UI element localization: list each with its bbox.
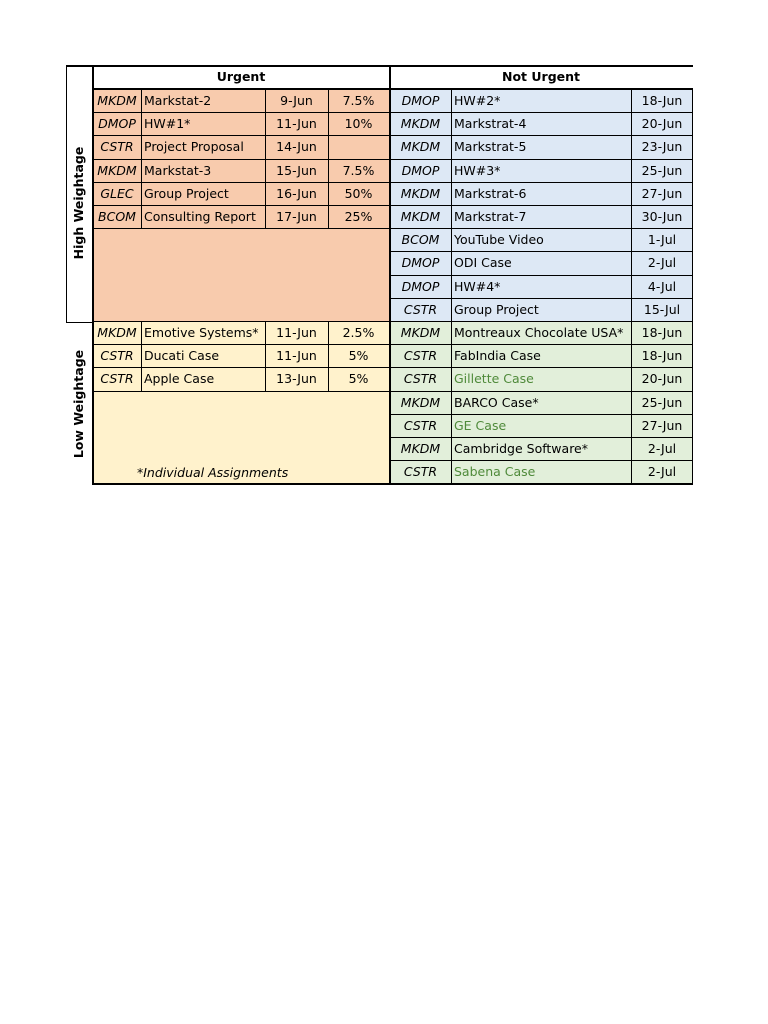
course-code: CSTR <box>403 302 438 317</box>
task-name: HW#2* <box>454 93 501 108</box>
grid-line <box>631 344 632 367</box>
task-name: Group Project <box>144 186 229 201</box>
task-name: HW#1* <box>144 116 191 131</box>
course-code: MKDM <box>400 209 441 224</box>
course-code: CSTR <box>403 371 438 386</box>
due-date: 16-Jun <box>276 186 317 201</box>
course-code: CSTR <box>100 371 134 386</box>
grid-line <box>328 159 329 182</box>
grid-line <box>631 112 632 135</box>
due-date: 20-Jun <box>641 371 683 386</box>
task-name: Markstrat-5 <box>454 139 527 154</box>
course-code: MKDM <box>97 163 137 178</box>
course-code: CSTR <box>403 348 438 363</box>
grid-line <box>66 65 693 67</box>
task-name: Emotive Systems* <box>144 325 259 340</box>
task-name: Gillette Case <box>454 371 534 386</box>
grid-line <box>93 391 389 392</box>
grid-line <box>692 88 693 484</box>
task-name: FabIndia Case <box>454 348 541 363</box>
grid-line <box>92 483 693 485</box>
grid-line <box>451 89 452 112</box>
grid-line <box>265 367 266 391</box>
grid-line <box>328 344 329 367</box>
grid-line <box>631 135 632 159</box>
grid-line <box>451 460 452 483</box>
grid-line <box>451 251 452 275</box>
grid-line <box>265 112 266 135</box>
due-date: 15-Jul <box>643 302 681 317</box>
grid-line <box>265 205 266 228</box>
task-name: BARCO Case* <box>454 395 539 410</box>
task-name: Project Proposal <box>144 139 244 154</box>
task-name: Montreaux Chocolate USA* <box>454 325 624 340</box>
task-name: Markstrat-6 <box>454 186 527 201</box>
course-code: GLEC <box>100 186 134 201</box>
grid-line <box>328 89 329 112</box>
grid-line <box>451 112 452 135</box>
weight-value: 7.5% <box>342 93 375 108</box>
grid-line <box>631 414 632 437</box>
urgent-header: Urgent <box>216 69 266 84</box>
course-code: MKDM <box>400 139 441 154</box>
task-name: Markstat-3 <box>144 163 212 178</box>
task-name: Cambridge Software* <box>454 441 588 456</box>
weight-value: 2.5% <box>342 325 375 340</box>
grid-line <box>451 321 452 344</box>
due-date: 18-Jun <box>641 93 683 108</box>
grid-line <box>328 135 329 159</box>
course-code: MKDM <box>97 93 137 108</box>
grid-line <box>631 437 632 460</box>
high-weightage-label: High Weightage <box>71 146 86 260</box>
due-date: 18-Jun <box>641 325 683 340</box>
due-date: 23-Jun <box>641 139 683 154</box>
weight-value: 7.5% <box>342 163 375 178</box>
grid-line <box>265 135 266 159</box>
grid-line <box>631 205 632 228</box>
grid-line <box>265 159 266 182</box>
low-weightage-label: Low Weightage <box>71 349 86 459</box>
course-code: MKDM <box>400 395 441 410</box>
course-code: CSTR <box>100 139 134 154</box>
grid-line <box>265 89 266 112</box>
grid-line <box>328 182 329 205</box>
due-date: 9-Jun <box>280 93 313 108</box>
course-code: MKDM <box>400 325 441 340</box>
course-code: BCOM <box>401 232 440 247</box>
not-urgent-header: Not Urgent <box>502 69 580 84</box>
course-code: CSTR <box>403 464 438 479</box>
due-date: 11-Jun <box>276 325 317 340</box>
grid-line <box>328 321 329 344</box>
course-code: DMOP <box>401 255 440 270</box>
course-code: DMOP <box>401 279 440 294</box>
weight-value: 5% <box>348 371 369 386</box>
grid-line <box>451 228 452 251</box>
course-code: BCOM <box>98 209 136 224</box>
grid-line <box>451 437 452 460</box>
grid-line <box>451 414 452 437</box>
grid-line <box>328 205 329 228</box>
task-name: ODI Case <box>454 255 512 270</box>
grid-line <box>265 344 266 367</box>
grid-line <box>141 159 142 182</box>
grid-line <box>141 344 142 367</box>
due-date: 15-Jun <box>276 163 317 178</box>
due-date: 14-Jun <box>276 139 317 154</box>
grid-line <box>631 228 632 251</box>
grid-line <box>141 205 142 228</box>
task-name: HW#4* <box>454 279 501 294</box>
grid-line <box>631 460 632 483</box>
grid-line <box>328 112 329 135</box>
grid-line <box>92 88 693 90</box>
due-date: 13-Jun <box>276 371 317 386</box>
weight-value: 5% <box>348 348 369 363</box>
grid-line <box>265 321 266 344</box>
course-code: MKDM <box>97 325 137 340</box>
grid-line <box>451 367 452 391</box>
grid-line <box>451 344 452 367</box>
grid-line <box>451 205 452 228</box>
grid-line <box>451 275 452 298</box>
due-date: 11-Jun <box>276 348 317 363</box>
weight-value <box>328 135 389 158</box>
individual-assignments-note: *Individual Assignments <box>137 465 289 480</box>
course-code: DMOP <box>401 93 440 108</box>
grid-line <box>141 367 142 391</box>
due-date: 2-Jul <box>647 464 677 479</box>
task-name: YouTube Video <box>454 232 544 247</box>
course-code: MKDM <box>400 116 441 131</box>
due-date: 25-Jun <box>641 395 683 410</box>
due-date: 20-Jun <box>641 116 683 131</box>
grid-line <box>141 135 142 159</box>
grid-line <box>141 182 142 205</box>
grid-line <box>66 65 67 323</box>
grid-line <box>631 89 632 112</box>
grid-line <box>451 182 452 205</box>
grid-line <box>451 298 452 321</box>
grid-line <box>631 182 632 205</box>
due-date: 1-Jul <box>647 232 677 247</box>
grid-line <box>631 391 632 414</box>
course-code: MKDM <box>400 186 441 201</box>
priority-matrix <box>0 0 768 500</box>
grid-line <box>92 65 94 484</box>
task-name: GE Case <box>454 418 507 433</box>
task-name: Group Project <box>454 302 539 317</box>
grid-line <box>631 251 632 275</box>
task-name: Sabena Case <box>454 464 536 479</box>
grid-line <box>141 89 142 112</box>
due-date: 27-Jun <box>641 418 683 433</box>
grid-line <box>631 159 632 182</box>
weight-value: 10% <box>344 116 373 131</box>
grid-line <box>389 65 391 484</box>
grid-line <box>93 228 389 229</box>
course-code: DMOP <box>401 163 440 178</box>
task-name: Markstat-2 <box>144 93 212 108</box>
course-code: DMOP <box>98 116 136 131</box>
course-code: CSTR <box>100 348 134 363</box>
due-date: 30-Jun <box>641 209 683 224</box>
course-code: MKDM <box>400 441 441 456</box>
task-name: Ducati Case <box>144 348 220 363</box>
grid-line <box>265 182 266 205</box>
due-date: 27-Jun <box>641 186 683 201</box>
task-name: HW#3* <box>454 163 501 178</box>
task-name: Apple Case <box>144 371 215 386</box>
task-name: Markstrat-4 <box>454 116 527 131</box>
grid-line <box>328 367 329 391</box>
task-name: Markstrat-7 <box>454 209 527 224</box>
due-date: 25-Jun <box>641 163 683 178</box>
grid-line <box>631 367 632 391</box>
course-code: CSTR <box>403 418 438 433</box>
due-date: 11-Jun <box>276 116 317 131</box>
grid-line <box>92 321 693 322</box>
weight-value: 25% <box>344 209 373 224</box>
grid-line <box>141 321 142 344</box>
due-date: 17-Jun <box>276 209 317 224</box>
task-name: Consulting Report <box>144 209 256 224</box>
due-date: 2-Jul <box>647 255 677 270</box>
grid-line <box>631 298 632 321</box>
grid-line <box>451 135 452 159</box>
weight-value: 50% <box>344 186 373 201</box>
grid-line <box>631 321 632 344</box>
due-date: 2-Jul <box>647 441 677 456</box>
due-date: 4-Jul <box>647 279 677 294</box>
grid-line <box>451 159 452 182</box>
grid-line <box>141 112 142 135</box>
grid-line <box>66 322 93 323</box>
grid-line <box>451 391 452 414</box>
grid-line <box>631 275 632 298</box>
due-date: 18-Jun <box>641 348 683 363</box>
